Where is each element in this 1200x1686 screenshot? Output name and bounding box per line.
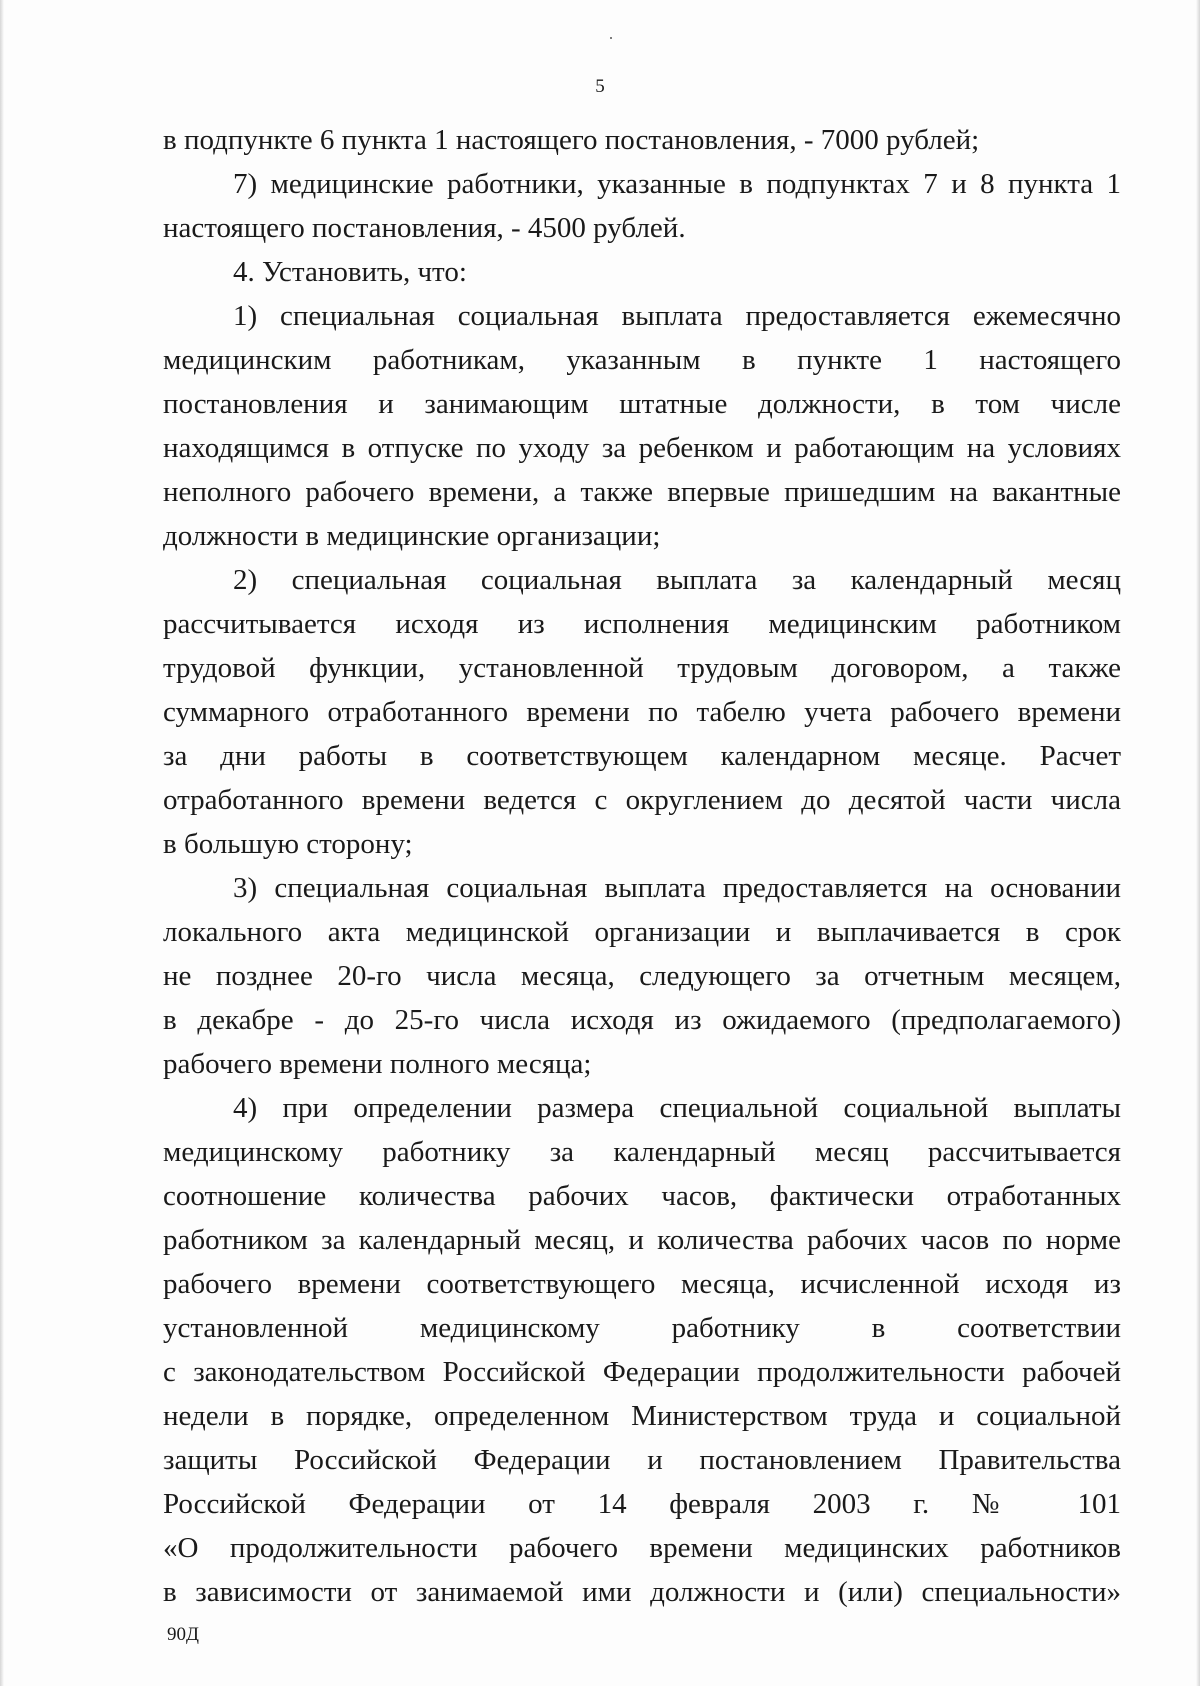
- text-line: с законодательством Российской Федерации продолжительности рабочей: [163, 1356, 1121, 1388]
- text-line: 3) специальная социальная выплата предоставляется на основании: [233, 872, 1121, 904]
- text-line: защиты Российской Федерации и постановлением Правительства: [163, 1444, 1121, 1476]
- footer-document-code: 90Д: [167, 1624, 199, 1645]
- text-line: 2) специальная социальная выплата за календарный месяц: [233, 564, 1121, 596]
- scan-speck: [610, 37, 612, 39]
- text-line: 4. Установить, что:: [233, 256, 467, 288]
- document-body: [163, 118, 1121, 1614]
- text-line: установленной медицинскому работнику в соответствии: [163, 1312, 1121, 1344]
- text-line: настоящего постановления, - 4500 рублей.: [163, 212, 686, 244]
- text-line: в декабре - до 25-го числа исходя из ожидаемого (предполагаемого): [163, 1004, 1121, 1036]
- text-line: рабочего времени соответствующего месяца, исчисленной исходя из: [163, 1268, 1121, 1300]
- text-line: 1) специальная социальная выплата предоставляется ежемесячно: [233, 300, 1121, 332]
- text-line: работником за календарный месяц, и количества рабочих часов по норме: [163, 1224, 1121, 1256]
- text-line: за дни работы в соответствующем календарном месяце. Расчет: [163, 740, 1121, 772]
- text-line: должности в медицинские организации;: [163, 520, 661, 552]
- text-line: медицинскому работнику за календарный месяц рассчитывается: [163, 1136, 1121, 1168]
- text-line: в зависимости от занимаемой ими должности и (или) специальности»: [163, 1576, 1121, 1608]
- text-line: не позднее 20-го числа месяца, следующего за отчетным месяцем,: [163, 960, 1121, 992]
- text-line: Российской Федерации от 14 февраля 2003 г. № 101: [163, 1488, 1121, 1520]
- text-line: рассчитывается исходя из исполнения медицинским работником: [163, 608, 1121, 640]
- page-number: 5: [595, 76, 605, 97]
- text-line: постановления и занимающим штатные должности, в том числе: [163, 388, 1121, 420]
- text-line: неполного рабочего времени, а также впервые пришедшим на вакантные: [163, 476, 1121, 508]
- text-line: в подпункте 6 пункта 1 настоящего постановления, - 7000 рублей;: [163, 124, 980, 156]
- text-line: медицинским работникам, указанным в пункте 1 настоящего: [163, 344, 1121, 376]
- text-line: отработанного времени ведется с округлением до десятой части числа: [163, 784, 1121, 816]
- scan-edge-left: [0, 0, 4, 1686]
- text-line: локального акта медицинской организации и выплачивается в срок: [163, 916, 1121, 948]
- text-line: находящимся в отпуске по уходу за ребенком и работающим на условиях: [163, 432, 1121, 464]
- scan-edge-right: [1196, 0, 1200, 1686]
- text-line: суммарного отработанного времени по табелю учета рабочего времени: [163, 696, 1121, 728]
- text-line: 4) при определении размера специальной социальной выплаты: [233, 1092, 1121, 1124]
- text-line: «О продолжительности рабочего времени медицинских работников: [163, 1532, 1121, 1564]
- text-line: рабочего времени полного месяца;: [163, 1048, 592, 1080]
- text-line: 7) медицинские работники, указанные в подпунктах 7 и 8 пункта 1: [233, 168, 1121, 200]
- text-line: трудовой функции, установленной трудовым договором, а также: [163, 652, 1121, 684]
- text-line: в большую сторону;: [163, 828, 413, 860]
- text-line: соотношение количества рабочих часов, фактически отработанных: [163, 1180, 1121, 1212]
- text-line: недели в порядке, определенном Министерством труда и социальной: [163, 1400, 1121, 1432]
